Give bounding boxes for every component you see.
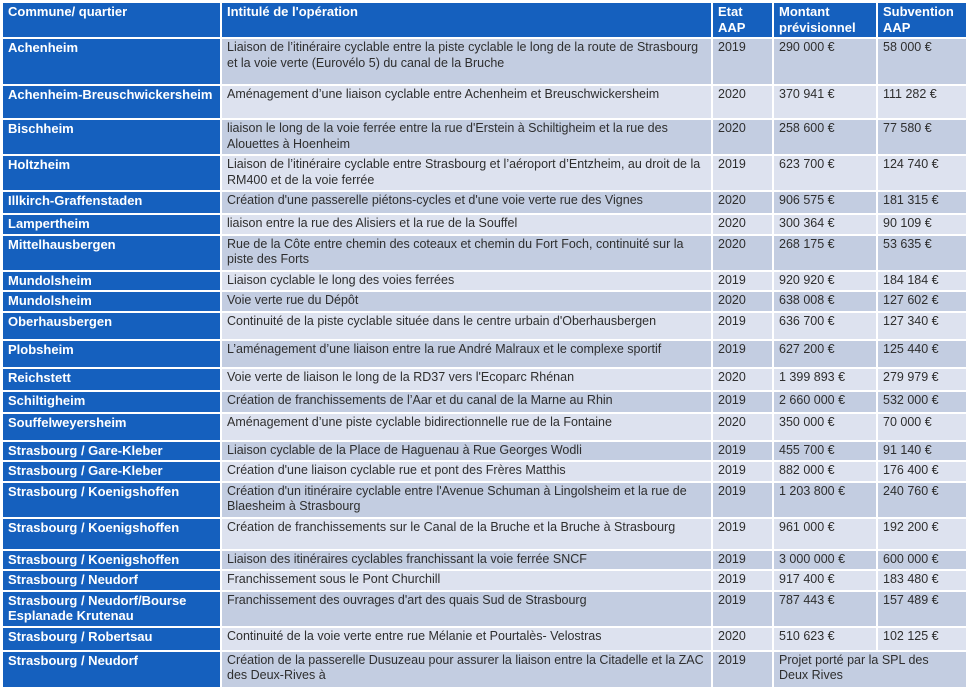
montant-cell: 623 700 €: [773, 155, 877, 191]
etat-cell: 2019: [712, 155, 773, 191]
etat-cell: 2019: [712, 312, 773, 340]
subvention-cell: 176 400 €: [877, 461, 967, 482]
column-header-subvention: Subvention AAP: [877, 2, 967, 38]
etat-cell: 2019: [712, 651, 773, 688]
subvention-cell: 240 760 €: [877, 482, 967, 518]
etat-cell: 2020: [712, 191, 773, 214]
montant-cell: 455 700 €: [773, 441, 877, 462]
montant-cell: 636 700 €: [773, 312, 877, 340]
operation-cell: Création d'un itinéraire cyclable entre l'Avenue Schuman à Lingolsheim et la rue de Blaesheim à Strasbourg: [221, 482, 712, 518]
etat-cell: 2019: [712, 271, 773, 292]
column-header-etat: Etat AAP: [712, 2, 773, 38]
operation-cell: Création d'une passerelle piétons-cycles et d'une voie verte rue des Vignes: [221, 191, 712, 214]
operation-cell: Franchissement des ouvrages d'art des quais Sud de Strasbourg: [221, 591, 712, 627]
operation-cell: Liaison des itinéraires cyclables franchissant la voie ferrée SNCF: [221, 550, 712, 571]
operation-cell: Aménagement d’une piste cyclable bidirectionnelle rue de la Fontaine: [221, 413, 712, 441]
subvention-cell: 184 184 €: [877, 271, 967, 292]
subvention-cell: 124 740 €: [877, 155, 967, 191]
table-row: [2, 550, 967, 571]
table-row: [2, 482, 967, 518]
table-row: [2, 38, 967, 85]
table-row: [2, 461, 967, 482]
projects-table: [1, 1, 968, 689]
operation-cell: Création de franchissements sur le Canal de la Bruche et la Bruche à Strasbourg: [221, 518, 712, 550]
commune-cell: Strasbourg / Koenigshoffen: [2, 518, 221, 550]
montant-note-cell: Projet porté par la SPL des Deux Rives: [773, 651, 967, 688]
commune-cell: Mundolsheim: [2, 271, 221, 292]
commune-cell: Plobsheim: [2, 340, 221, 368]
commune-cell: Mittelhausbergen: [2, 235, 221, 271]
commune-cell: Reichstett: [2, 368, 221, 391]
operation-cell: Continuité de la voie verte entre rue Mélanie et Pourtalès- Velostras: [221, 627, 712, 651]
etat-cell: 2019: [712, 550, 773, 571]
table-row: [2, 155, 967, 191]
operation-cell: Liaison cyclable le long des voies ferrées: [221, 271, 712, 292]
operation-cell: liaison entre la rue des Alisiers et la rue de la Souffel: [221, 214, 712, 235]
column-header-commune: Commune/ quartier: [2, 2, 221, 38]
operation-cell: Rue de la Côte entre chemin des coteaux et chemin du Fort Foch, continuité sur la piste des Forts: [221, 235, 712, 271]
subvention-cell: 532 000 €: [877, 391, 967, 413]
commune-cell: Holtzheim: [2, 155, 221, 191]
table-row: [2, 235, 967, 271]
commune-cell: Strasbourg / Neudorf: [2, 651, 221, 688]
etat-cell: 2019: [712, 391, 773, 413]
operation-cell: Voie verte rue du Dépôt: [221, 291, 712, 312]
montant-cell: 510 623 €: [773, 627, 877, 651]
etat-cell: 2020: [712, 235, 773, 271]
commune-cell: Strasbourg / Robertsau: [2, 627, 221, 651]
operation-cell: Continuité de la piste cyclable située dans le centre urbain d'Oberhausbergen: [221, 312, 712, 340]
subvention-cell: 111 282 €: [877, 85, 967, 119]
commune-cell: Achenheim-Breuschwickersheim: [2, 85, 221, 119]
operation-cell: liaison le long de la voie ferrée entre la rue d'Erstein à Schiltigheim et la rue des Alouettes à Hoenheim: [221, 119, 712, 155]
subvention-cell: 70 000 €: [877, 413, 967, 441]
subvention-cell: 90 109 €: [877, 214, 967, 235]
operation-cell: L’aménagement d’une liaison entre la rue André Malraux et le complexe sportif: [221, 340, 712, 368]
table-row: [2, 391, 967, 413]
table-row: [2, 340, 967, 368]
commune-cell: Souffelweyersheim: [2, 413, 221, 441]
etat-cell: 2019: [712, 570, 773, 591]
operation-cell: Création de la passerelle Dusuzeau pour assurer la liaison entre la Citadelle et la ZAC des Deux-Rives à: [221, 651, 712, 688]
table-row: [2, 651, 967, 688]
montant-cell: 2 660 000 €: [773, 391, 877, 413]
montant-cell: 638 008 €: [773, 291, 877, 312]
subvention-cell: 77 580 €: [877, 119, 967, 155]
subvention-cell: 600 000 €: [877, 550, 967, 571]
subvention-cell: 181 315 €: [877, 191, 967, 214]
etat-cell: 2019: [712, 38, 773, 85]
subvention-cell: 58 000 €: [877, 38, 967, 85]
table-row: [2, 591, 967, 627]
montant-cell: 1 399 893 €: [773, 368, 877, 391]
commune-cell: Lampertheim: [2, 214, 221, 235]
operation-cell: Liaison de l’itinéraire cyclable entre la piste cyclable le long de la route de Strasbourg et la voie verte (Eurovélo 5) du canal de la Bruche: [221, 38, 712, 85]
montant-cell: 917 400 €: [773, 570, 877, 591]
montant-cell: 258 600 €: [773, 119, 877, 155]
subvention-cell: 183 480 €: [877, 570, 967, 591]
commune-cell: Achenheim: [2, 38, 221, 85]
subvention-cell: 279 979 €: [877, 368, 967, 391]
etat-cell: 2020: [712, 119, 773, 155]
operation-cell: Création de franchissements de l’Aar et du canal de la Marne au Rhin: [221, 391, 712, 413]
table-row: [2, 214, 967, 235]
operation-cell: Liaison de l’itinéraire cyclable entre Strasbourg et l’aéroport d’Entzheim, au droit de la RM400 et de la voie ferrée: [221, 155, 712, 191]
etat-cell: 2020: [712, 291, 773, 312]
etat-cell: 2020: [712, 85, 773, 119]
subvention-cell: 125 440 €: [877, 340, 967, 368]
commune-cell: Strasbourg / Koenigshoffen: [2, 482, 221, 518]
montant-cell: 350 000 €: [773, 413, 877, 441]
table-row: [2, 271, 967, 292]
etat-cell: 2019: [712, 340, 773, 368]
etat-cell: 2019: [712, 461, 773, 482]
commune-cell: Strasbourg / Gare-Kleber: [2, 461, 221, 482]
header-row: [2, 2, 967, 38]
subvention-cell: 102 125 €: [877, 627, 967, 651]
montant-cell: 627 200 €: [773, 340, 877, 368]
table-row: [2, 191, 967, 214]
montant-cell: 3 000 000 €: [773, 550, 877, 571]
commune-cell: Strasbourg / Neudorf/Bourse Esplanade Krutenau: [2, 591, 221, 627]
montant-cell: 290 000 €: [773, 38, 877, 85]
montant-cell: 268 175 €: [773, 235, 877, 271]
operation-cell: Voie verte de liaison le long de la RD37 vers l'Ecoparc Rhénan: [221, 368, 712, 391]
table-row: [2, 119, 967, 155]
subvention-cell: 127 340 €: [877, 312, 967, 340]
montant-cell: 370 941 €: [773, 85, 877, 119]
column-header-operation: Intitulé de l'opération: [221, 2, 712, 38]
subvention-cell: 127 602 €: [877, 291, 967, 312]
commune-cell: Oberhausbergen: [2, 312, 221, 340]
table-header: [2, 2, 967, 38]
commune-cell: Bischheim: [2, 119, 221, 155]
montant-cell: 882 000 €: [773, 461, 877, 482]
column-header-montant: Montant prévisionnel: [773, 2, 877, 38]
table-row: [2, 413, 967, 441]
commune-cell: Schiltigheim: [2, 391, 221, 413]
table-row: [2, 518, 967, 550]
table-row: [2, 85, 967, 119]
etat-cell: 2020: [712, 627, 773, 651]
etat-cell: 2020: [712, 214, 773, 235]
montant-cell: 920 920 €: [773, 271, 877, 292]
table-row: [2, 291, 967, 312]
etat-cell: 2019: [712, 441, 773, 462]
table-row: [2, 441, 967, 462]
etat-cell: 2019: [712, 482, 773, 518]
table-row: [2, 627, 967, 651]
subvention-cell: 91 140 €: [877, 441, 967, 462]
commune-cell: Strasbourg / Gare-Kleber: [2, 441, 221, 462]
table-body: [2, 38, 967, 688]
operation-cell: Liaison cyclable de la Place de Haguenau à Rue Georges Wodli: [221, 441, 712, 462]
commune-cell: Strasbourg / Koenigshoffen: [2, 550, 221, 571]
montant-cell: 787 443 €: [773, 591, 877, 627]
subvention-cell: 53 635 €: [877, 235, 967, 271]
etat-cell: 2019: [712, 591, 773, 627]
commune-cell: Strasbourg / Neudorf: [2, 570, 221, 591]
subvention-cell: 157 489 €: [877, 591, 967, 627]
table-row: [2, 368, 967, 391]
commune-cell: Illkirch-Graffenstaden: [2, 191, 221, 214]
table-row: [2, 570, 967, 591]
montant-cell: 1 203 800 €: [773, 482, 877, 518]
etat-cell: 2020: [712, 413, 773, 441]
operation-cell: Franchissement sous le Pont Churchill: [221, 570, 712, 591]
table-row: [2, 312, 967, 340]
etat-cell: 2019: [712, 518, 773, 550]
montant-cell: 961 000 €: [773, 518, 877, 550]
operation-cell: Création d'une liaison cyclable rue et pont des Frères Matthis: [221, 461, 712, 482]
operation-cell: Aménagement d’une liaison cyclable entre Achenheim et Breuschwickersheim: [221, 85, 712, 119]
subvention-cell: 192 200 €: [877, 518, 967, 550]
commune-cell: Mundolsheim: [2, 291, 221, 312]
montant-cell: 300 364 €: [773, 214, 877, 235]
montant-cell: 906 575 €: [773, 191, 877, 214]
etat-cell: 2020: [712, 368, 773, 391]
